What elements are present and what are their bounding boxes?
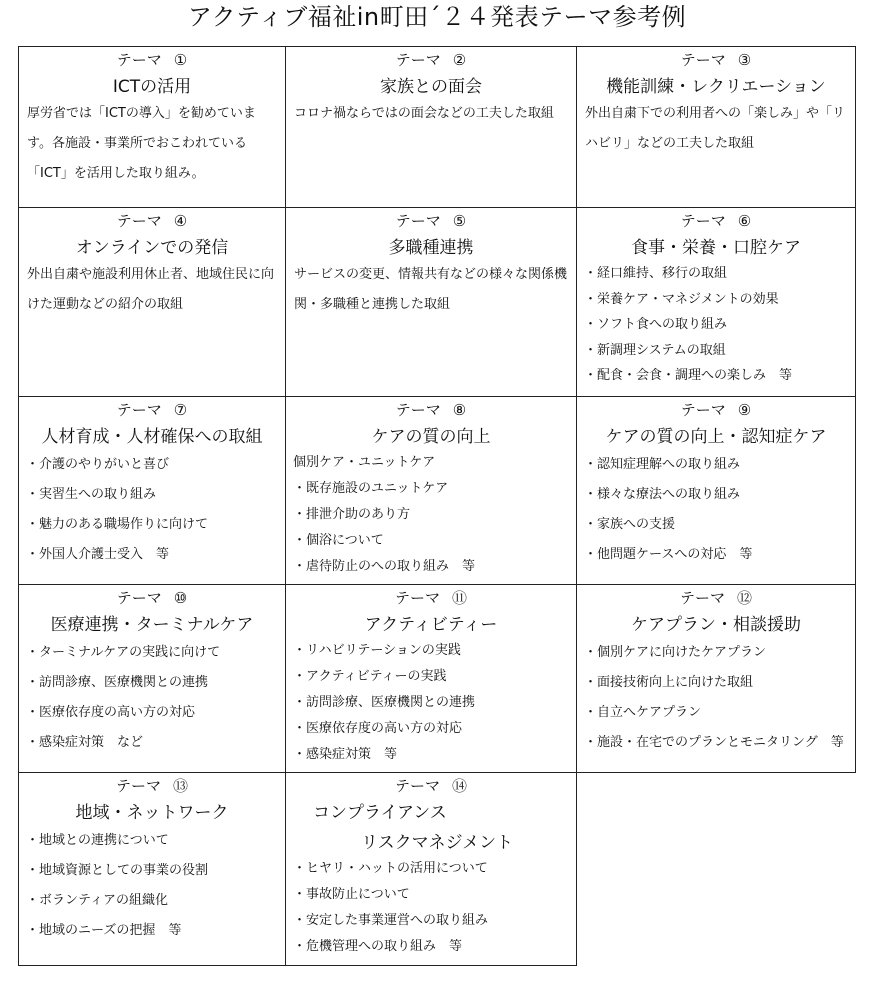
- theme-label: テーマ: [680, 212, 726, 230]
- theme-number: ⑩: [173, 589, 188, 607]
- list-item: ・安定した事業運営への取り組み: [293, 913, 489, 928]
- theme-description: 外出自粛下での利用者への「楽しみ」や「リハビリ」などの工夫した取組: [585, 106, 846, 151]
- list-item: ・訪問診療、医療機関との連携: [26, 675, 209, 690]
- theme-title: 人材育成・人材確保への取組: [41, 427, 263, 447]
- list-item: ・個浴について: [293, 533, 384, 548]
- theme-cell-2: [286, 47, 577, 208]
- theme-item-list: [19, 638, 285, 758]
- theme-label: テーマ: [116, 589, 162, 607]
- list-item: ・ターミナルケアの実践に向けて: [26, 645, 221, 660]
- theme-number: ⑪: [452, 589, 468, 607]
- theme-number: ④: [173, 212, 188, 230]
- list-item: ・感染症対策 など: [26, 735, 144, 750]
- list-item: ・危機管理への取り組み 等: [293, 939, 463, 954]
- list-item: ・地域との連携について: [26, 833, 169, 848]
- theme-cell-3: [577, 47, 856, 208]
- list-item: ・訪問診療、医療機関との連携: [293, 695, 476, 710]
- theme-label: テーマ: [395, 51, 441, 69]
- theme-cell-11: [286, 585, 577, 773]
- theme-title-line-2: リスクマネジメント: [361, 833, 514, 853]
- theme-cell-12: [577, 585, 856, 773]
- theme-number: ⑬: [173, 777, 189, 795]
- theme-number: ⑧: [452, 401, 467, 419]
- list-item: ・虐待防止のへの取り組み 等: [293, 559, 476, 574]
- list-item: ・施設・在宅でのプランとモニタリング 等: [584, 735, 844, 750]
- list-item: ・新調理システムの取組: [584, 342, 726, 358]
- theme-title: 地域・ネットワーク: [75, 803, 229, 823]
- theme-title: [286, 802, 576, 854]
- theme-title-line-1: コンプライアンス: [313, 803, 447, 823]
- theme-description: 外出自粛や施設利用休止者、地域住民に向けた運動などの紹介の取組: [27, 267, 275, 312]
- theme-title: ICTの活用: [112, 77, 192, 97]
- theme-number: ⑫: [737, 589, 753, 607]
- theme-cell-8: [286, 397, 577, 585]
- list-item: ・地域資源としての事業の役割: [26, 863, 209, 878]
- list-item: ・他問題ケースへの対応 等: [584, 547, 753, 562]
- theme-label: テーマ: [679, 589, 725, 607]
- list-item: ・医療依存度の高い方の対応: [293, 721, 463, 736]
- theme-title: ケアの質の向上: [371, 427, 491, 447]
- theme-cell-1: [19, 47, 286, 208]
- theme-title: 食事・栄養・口腔ケア: [631, 238, 801, 258]
- theme-number-header: [19, 50, 285, 70]
- list-item: ・実習生への取り組み: [26, 487, 157, 502]
- theme-title: アクティビティー: [364, 615, 498, 635]
- theme-label: テーマ: [395, 401, 441, 419]
- list-item: ・アクティビティーの実践: [293, 669, 447, 684]
- theme-title: 多職種連携: [388, 238, 474, 258]
- theme-number: ⑥: [737, 212, 752, 230]
- theme-number-header: [19, 776, 285, 796]
- list-item: ・自立へケアプラン: [584, 705, 702, 720]
- list-item: ・経口維持、移行の取組: [584, 266, 728, 281]
- list-item: ・リハビリテーションの実践: [293, 643, 461, 658]
- theme-description: サービスの変更、情報共有などの様々な関係機関・多職種と連携した取組: [294, 267, 568, 312]
- theme-label: テーマ: [680, 401, 726, 419]
- theme-cell-14: [286, 773, 577, 966]
- theme-number-header: [19, 400, 285, 420]
- theme-number: ①: [173, 51, 188, 69]
- theme-number: ⑤: [452, 212, 467, 230]
- list-item: ・様々な療法への取り組み: [584, 487, 741, 502]
- theme-title: 医療連携・ターミナルケア: [50, 615, 254, 635]
- theme-item-list: [286, 638, 576, 768]
- theme-number-header: [286, 776, 576, 796]
- theme-number-header: [286, 400, 576, 420]
- list-item: ・ボランティアの組織化: [26, 893, 168, 908]
- theme-number-header: [577, 211, 855, 231]
- theme-cell-13: [19, 773, 286, 966]
- theme-item-list: [577, 261, 855, 389]
- theme-number: ⑦: [173, 401, 188, 419]
- list-item: ・面接技術向上に向けた取組: [584, 675, 754, 690]
- list-item: ・排泄介助のあり方: [293, 507, 411, 522]
- theme-label: テーマ: [394, 777, 440, 795]
- list-item: ・事故防止について: [293, 887, 410, 902]
- theme-number-header: [286, 211, 576, 231]
- theme-number-header: [577, 50, 855, 70]
- theme-number-header: [286, 588, 576, 608]
- list-item: ・配食・会食・調理への楽しみ 等: [584, 368, 793, 383]
- theme-number-header: [19, 588, 285, 608]
- theme-item-list: [286, 450, 576, 580]
- theme-number: ③: [737, 51, 752, 69]
- theme-title: オンラインでの発信: [75, 238, 229, 258]
- theme-cell-4: [19, 208, 286, 397]
- list-item: ・地域のニーズの把握 等: [26, 923, 182, 938]
- list-item: ・個別ケアに向けたケアプラン: [584, 645, 767, 660]
- list-item: ・認知症理解への取り組み: [584, 457, 741, 472]
- theme-cell-7: [19, 397, 286, 585]
- theme-cell-5: [286, 208, 577, 397]
- list-item: ・栄養ケア・マネジメントの効果: [584, 291, 779, 307]
- theme-description: コロナ禍ならではの面会などの工夫した取組: [294, 106, 554, 121]
- theme-number-header: [19, 211, 285, 231]
- list-item: ・感染症対策 等: [293, 747, 398, 762]
- theme-number-header: [577, 588, 855, 608]
- theme-item-list: [19, 826, 285, 946]
- list-item: ・既存施設のユニットケア: [293, 481, 449, 496]
- theme-description: 厚労省では「ICTの導入」を勧めています。各施設・事業所でおこわれている「ICT」を活用した取り組み。: [27, 106, 256, 181]
- list-item: ・家族への支援: [584, 517, 676, 532]
- theme-label: テーマ: [395, 212, 441, 230]
- theme-item-list: [577, 450, 855, 570]
- list-item: 個別ケア・ユニットケア: [293, 455, 436, 470]
- theme-label: テーマ: [680, 51, 726, 69]
- list-item: ・ヒヤリ・ハットの活用について: [293, 861, 488, 876]
- theme-item-list: [19, 450, 285, 570]
- theme-table: [18, 46, 856, 966]
- theme-number: ②: [452, 51, 467, 69]
- theme-label: テーマ: [115, 777, 161, 795]
- theme-cell-10: [19, 585, 286, 773]
- theme-number-header: [286, 50, 576, 70]
- theme-title: ケアプラン・相談援助: [631, 615, 801, 635]
- page-title: アクティブ福祉in町田´２４発表テーマ参考例: [187, 3, 687, 31]
- theme-title: ケアの質の向上・認知症ケア: [605, 427, 827, 447]
- empty-cell: [577, 773, 856, 966]
- theme-label: テーマ: [116, 51, 162, 69]
- theme-number: ⑨: [737, 401, 752, 419]
- theme-title: 機能訓練・レクリエーション: [606, 77, 826, 97]
- list-item: ・医療依存度の高い方の対応: [26, 705, 196, 720]
- theme-title: 家族との面会: [380, 77, 482, 97]
- theme-label: テーマ: [116, 401, 162, 419]
- theme-item-list: [286, 856, 576, 960]
- theme-label: テーマ: [116, 212, 162, 230]
- theme-cell-6: [577, 208, 856, 397]
- list-item: ・ソフト食への取り組み: [584, 317, 728, 332]
- theme-label: テーマ: [394, 589, 440, 607]
- list-item: ・魅力のある職場作りに向けて: [26, 517, 209, 532]
- theme-cell-9: [577, 397, 856, 585]
- theme-number-header: [577, 400, 855, 420]
- list-item: ・外国人介護士受入 等: [26, 547, 170, 562]
- list-item: ・介護のやりがいと喜び: [26, 457, 170, 472]
- theme-item-list: [577, 638, 855, 758]
- theme-number: ⑭: [452, 777, 468, 795]
